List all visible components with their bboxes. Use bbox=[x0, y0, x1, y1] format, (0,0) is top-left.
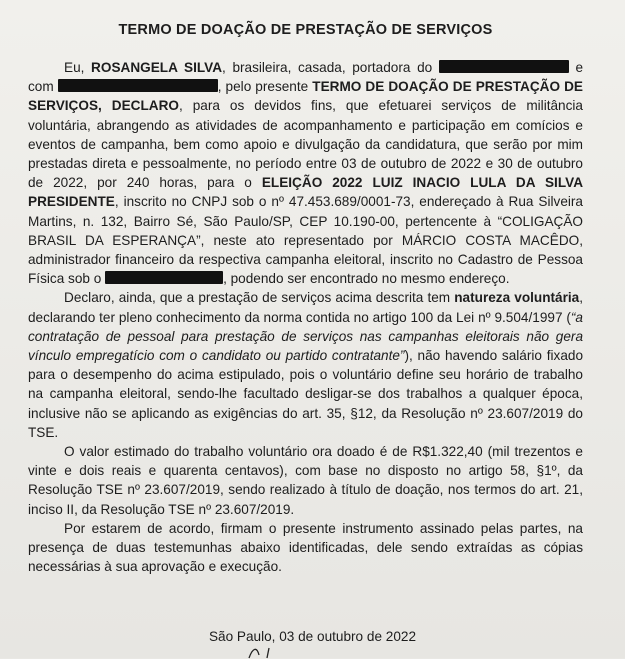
p1-bold-campaign: ELEIÇÃO 2022 LUIZ INACIO LULA DA SILVA PRESIDENTE bbox=[28, 175, 584, 210]
p1-text-5: , para os devidos fins, que efetuarei serviços de militância voluntária, abrangendo as atividades de acompanhamento e participação em comícios e eventos de campanha, bem como apoio e divulgação da candidatura, que serão por mim prestadas direta e pessoalmente, no período entre 03 de outubro de 2022 e 30 de outubro de 2022, por 240 horas, para o bbox=[28, 98, 583, 191]
p2-text-3: ), não havendo salário fixado para o desempenho do acima estipulado, pois o voluntário define seu horário de trabalho na campanha eleitoral, sendo-lhe facultado desligar-se dos trabalhos a qualquer época, inclusive não se aplicando as exigências do art. 35, §12, da Resolução nº 23.607/2019 do TSE. bbox=[28, 348, 584, 440]
p1-text-6: , inscrito no CNPJ sob o nº 47.453.689/0001-73, endereçado à Rua Silveira Martins, n. 132, Bairro Sé, São Paulo/SP, CEP 10.190-00, pertencente à “COLIGAÇÃO BRASIL DA ESPERANÇA”, neste ato representado por MÁRCIO COSTA MACÊDO, administrador financeiro da respectiva campanha eleitoral, inscrito no Cadastro de Pessoa Física sob o bbox=[28, 194, 583, 287]
place-and-date: São Paulo, 03 de outubro de 2022 bbox=[208, 629, 417, 644]
p1-bold-term: TERMO DE DOAÇÃO DE PRESTAÇÃO DE SERVIÇOS, DECLARO bbox=[28, 79, 583, 114]
redacted-id-number bbox=[439, 60, 569, 73]
p2-text-2: , declarando ter pleno conhecimento da norma contida no artigo 100 da Lei nº 9.504/1997 ( bbox=[28, 290, 584, 325]
signature-mark-icon bbox=[245, 645, 285, 659]
p1-text-2: , brasileira, casada, portadora do bbox=[222, 60, 439, 75]
paragraph-declaration bbox=[28, 58, 583, 288]
paragraph-agreement: Por estarem de acordo, firmam o presente instrumento assinado pelas partes, na presença de duas testemunhas abaixo identificadas, dele sendo extraídas as cópias necessárias à sua aprovação e execução. bbox=[28, 520, 583, 575]
declarant-name: ROSANGELA SILVA bbox=[91, 60, 223, 75]
p1-text-7: , podendo ser encontrado no mesmo endereço. bbox=[223, 271, 510, 287]
paragraph-value: O valor estimado do trabalho voluntário ora doado é de R$1.322,40 (mil trezentos e vinte e dois reais e quarenta centavos), com base no disposto no artigo 58, §1º, da Resolução TSE nº 23.607/2019, sendo realizado à título de doação, nos termos do art. 21, inciso II, da Resolução TSE nº 23.607/2019. bbox=[28, 444, 583, 517]
p1-text-4: , pelo presente bbox=[217, 79, 313, 95]
document-title: TERMO DE DOAÇÃO DE PRESTAÇÃO DE SERVIÇOS bbox=[118, 22, 493, 38]
p2-bold-voluntary: natureza voluntária bbox=[454, 290, 580, 306]
p1-text-1: Eu, bbox=[64, 60, 92, 75]
redacted-representative-cpf bbox=[105, 271, 223, 284]
redacted-cpf-number bbox=[58, 79, 218, 92]
p2-text-1: Declaro, ainda, que a prestação de serviços acima descrita tem bbox=[64, 290, 455, 306]
p1-text-3: e com bbox=[28, 60, 584, 95]
paragraph-voluntary-nature bbox=[28, 288, 583, 442]
p2-quote: “a contratação de pessoal para prestação de serviços nas campanhas eleitorais não gera vínculo empregatício com o candidato ou partido contratante” bbox=[28, 309, 583, 364]
